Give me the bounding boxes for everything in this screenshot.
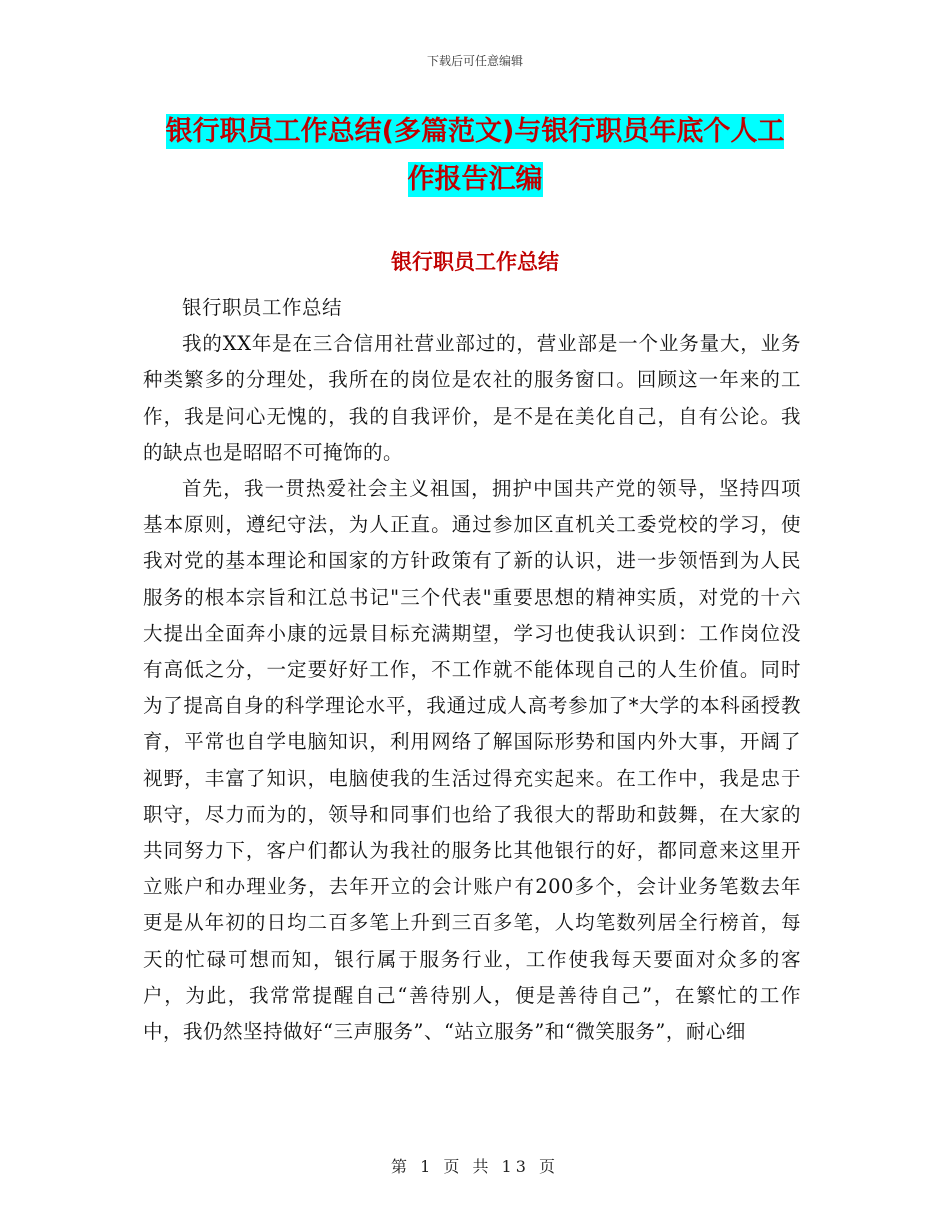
title-line-2: 作报告汇编 [407,164,543,195]
document-title [0,108,950,204]
page-footer: 第 1 页 共 13 页 [391,1157,559,1176]
paragraph: 银行职员工作总结 [182,296,343,319]
section-title: 银行职员工作总结 [391,250,559,274]
header-note: 下载后可任意编辑 [426,54,523,68]
paragraph: 我的XX年是在三合信用社营业部过的，营业部是一个业务量大，业务种类繁多的分理处，我所在的岗位是农社的服务窗口。回顾这一年来的工作，我是问心无愧的，我的自我评价，是不是在美化自己，自有公论。我的缺点也是昭昭不可掩饰的。 [143,332,801,464]
document-body [143,290,801,1050]
paragraph: 首先，我一贯热爱社会主义祖国，拥护中国共产党的领导，坚持四项基本原则，遵纪守法，为人正直。通过参加区直机关工委党校的学习，使我对党的基本理论和国家的方针政策有了新的认识，进一步领悟到为人民服务的根本宗旨和江总书记"三个代表"重要思想的精神实质，对党的十六大提出全面奔小康的远景目标充满期望，学习也使我认识到：工作岗位没有高低之分，一定要好好工作，不工作就不能体现自己的人生价值。同时为了提高自身的科学理论水平，我通过成人高考参加了*大学的本科函授教育，平常也自学电脑知识，利用网络了解国际形势和国内外大事，开阔了视野，丰富了知识，电脑使我的生活过得充实起来。在工作中，我是忠于职守，尽力而为的，领导和同事们也给了我很大的帮助和鼓舞，在大家的共同努力下，客户们都认为我社的服务比其他银行的好，都同意来这里开立账户和办理业务，去年开立的会计账户有200多个，会计业务笔数去年更是从年初的日均二百多笔上升到三百多笔，人均笔数列居全行榜首，每天的忙碌可想而知，银行属于服务行业，工作使我每天要面对众多的客户，为此，我常常提醒自己“善待别人，便是善待自己”，在繁忙的工作中，我仍然坚持做好“三声服务”、“站立服务”和“微笑服务”，耐心细 [143,477,801,1044]
title-line-1: 银行职员工作总结(多篇范文)与银行职员年底个人工 [165,116,785,147]
